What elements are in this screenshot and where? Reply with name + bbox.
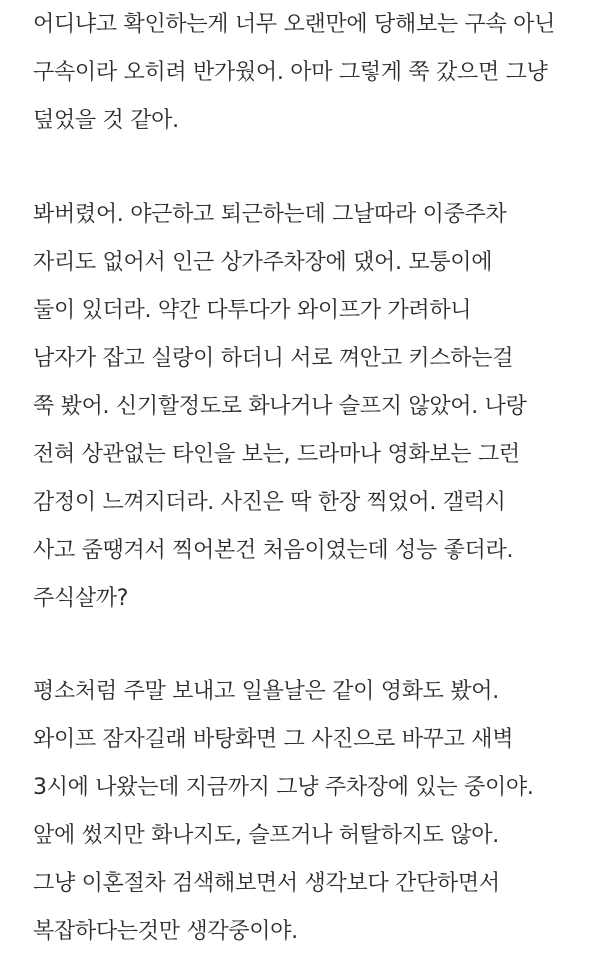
paragraph-3-line-6: 복잡하다는것만 생각중이야. (33, 919, 298, 944)
paragraph-2-line-5: 쭉 봤어. 신기할정도로 화나거나 슬프지 않았어. 나랑 (33, 394, 527, 419)
paragraph-2-line-3: 둘이 있더라. 약간 다투다가 와이프가 가려하니 (33, 298, 472, 323)
paragraph-3-line-3: 3시에 나왔는데 지금까지 그냥 주차장에 있는 중이야. (33, 775, 534, 800)
paragraph-3-line-4: 앞에 썼지만 화나지도, 슬프거나 허탈하지도 않아. (33, 823, 499, 848)
paragraph-3-line-5: 그냥 이혼절차 검색해보면서 생각보다 간단하면서 (33, 871, 500, 896)
paragraph-1-line-3: 덮었을 것 같아. (33, 108, 179, 133)
paragraph-3-line-1: 평소처럼 주말 보내고 일욜날은 같이 영화도 봤어. (33, 679, 499, 704)
paragraph-3-line-2: 와이프 잠자길래 바탕화면 그 사진으로 바꾸고 새벽 (33, 727, 514, 752)
paragraph-2-line-6: 전혀 상관없는 타인을 보는, 드라마나 영화보는 그런 (33, 442, 520, 467)
paragraph-2-line-4: 남자가 잡고 실랑이 하더니 서로 껴안고 키스하는걸 (33, 346, 514, 371)
paragraph-1-line-2: 구속이라 오히려 반가웠어. 아마 그렇게 쭉 갔으면 그냥 (33, 60, 548, 85)
paragraph-2-line-1: 봐버렸어. 야근하고 퇴근하는데 그날따라 이중주차 (33, 202, 507, 227)
paragraph-2-line-7: 감정이 느껴지더라. 사진은 딱 한장 찍었어. 갤럭시 (33, 490, 506, 515)
paragraph-2-line-8: 사고 줌땡겨서 찍어본건 처음이였는데 성능 좋더라. (33, 538, 514, 563)
paragraph-1-line-1: 어디냐고 확인하는게 너무 오랜만에 당해보는 구속 아닌 (33, 12, 556, 37)
paragraph-2-line-9: 주식살까? (33, 586, 129, 611)
paragraph-2-line-2: 자리도 없어서 인근 상가주차장에 댔어. 모퉁이에 (33, 250, 493, 275)
